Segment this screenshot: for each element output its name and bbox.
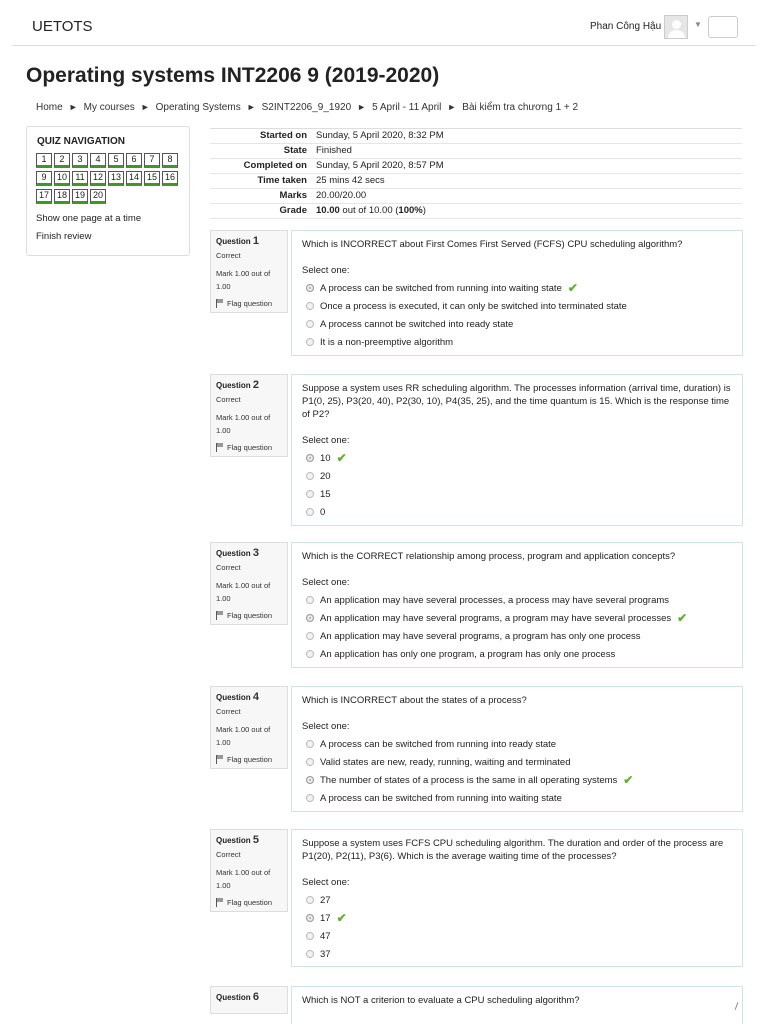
question-text: Suppose a system uses FCFS CPU scheduling algorithm. The duration and order of the process are P1(20), P2(11), P3(6). Which is the average waiting time of the processes?: [302, 838, 724, 862]
breadcrumb-separator-icon: ►: [357, 102, 367, 112]
quiz-nav-button[interactable]: 1: [36, 153, 52, 168]
answer-label: 17: [320, 912, 331, 924]
question-mark: Mark 1.00 out of 1.00: [216, 581, 271, 603]
breadcrumb-separator-icon: ►: [447, 102, 457, 112]
summary-row: [210, 129, 742, 144]
answer-option[interactable]: [302, 594, 732, 606]
breadcrumb-link[interactable]: Bài kiểm tra chương 1 + 2: [462, 102, 579, 113]
answer-radio[interactable]: [306, 794, 314, 802]
summary-value: Sunday, 5 April 2020, 8:57 PM: [316, 160, 444, 171]
answer-radio[interactable]: [306, 508, 314, 516]
breadcrumb-separator-icon: ►: [68, 102, 78, 112]
quiz-nav-button[interactable]: 15: [144, 171, 160, 186]
question-heading: [216, 235, 282, 247]
answer-option[interactable]: [302, 470, 732, 482]
summary-row: [210, 159, 742, 174]
summary-label: Completed on: [243, 160, 307, 171]
quiz-nav-button[interactable]: 10: [54, 171, 70, 186]
summary-label: Time taken: [257, 175, 307, 186]
flag-question-button[interactable]: [216, 443, 282, 452]
answer-label: 10: [320, 452, 331, 464]
answer-label: The number of states of a process is the same in all operating systems: [320, 774, 618, 786]
question-content: [291, 686, 743, 812]
answer-label: An application may have several processes, a process may have several programs: [320, 594, 670, 606]
quiz-nav-button[interactable]: 9: [36, 171, 52, 186]
answer-radio[interactable]: [306, 914, 314, 922]
summary-row: [210, 174, 742, 189]
question-mark: Mark 1.00 out of 1.00: [216, 413, 271, 435]
breadcrumb-link[interactable]: S2INT2206_9_1920: [261, 102, 352, 113]
answer-option[interactable]: [302, 738, 732, 750]
answer-label: 0: [320, 506, 326, 518]
answer-option[interactable]: [302, 648, 732, 660]
answer-label: A process can be switched from running into ready state: [320, 738, 557, 750]
answer-radio[interactable]: [306, 472, 314, 480]
answer-option[interactable]: [302, 318, 732, 330]
attempt-summary-table: [210, 128, 742, 219]
answer-radio[interactable]: [306, 338, 314, 346]
check-icon: ✔: [567, 281, 578, 295]
answer-label: Valid states are new, ready, running, waiting and terminated: [320, 756, 571, 768]
answer-label: 15: [320, 488, 331, 500]
check-icon: ✔: [623, 773, 634, 787]
quiz-nav-button[interactable]: 16: [162, 171, 178, 186]
answer-label: 20: [320, 470, 331, 482]
summary-label: Marks: [279, 190, 307, 201]
answer-label: An application may have several programs, a program may have several processes: [320, 612, 672, 624]
quiz-nav-button[interactable]: 2: [54, 153, 70, 168]
answer-radio[interactable]: [306, 632, 314, 640]
question-heading: [216, 691, 282, 703]
answer-radio[interactable]: [306, 614, 314, 622]
answer-radio[interactable]: [306, 896, 314, 904]
site-brand[interactable]: UETOTS: [32, 18, 93, 35]
flag-question-button[interactable]: [216, 611, 282, 620]
question-text: Which is the CORRECT relationship among process, program and application concepts?: [302, 551, 676, 562]
question-heading: [216, 991, 282, 1003]
question-info: [210, 230, 288, 313]
summary-row: [210, 189, 742, 204]
quiz-nav-grid: [36, 153, 186, 204]
summary-value: 25 mins 42 secs: [316, 175, 385, 186]
answer-option[interactable]: [302, 756, 732, 768]
summary-row: [210, 204, 742, 219]
question-text: Suppose a system uses RR scheduling algorithm. The processes information (arrival time, duration) is P1(0, 25), P3(20, 40), P2(30, 10), P4(35, 25), and the time quantum is 15. Which is the response time of P2?: [302, 383, 731, 420]
question-label: Question: [216, 693, 253, 702]
answer-option[interactable]: [302, 774, 732, 786]
answer-label: A process can be switched from running into waiting state: [320, 282, 562, 294]
flag-icon: [216, 611, 224, 620]
flag-icon: [216, 755, 224, 764]
flag-question-label: Flag question: [227, 898, 273, 907]
question-heading: [216, 379, 282, 391]
question-info: [210, 829, 288, 912]
answer-radio[interactable]: [306, 596, 314, 604]
answer-label: 27: [320, 894, 331, 906]
answer-option[interactable]: [302, 912, 732, 924]
answer-option[interactable]: [302, 930, 732, 942]
question-number: 1: [252, 235, 260, 247]
finish-review-link[interactable]: Finish review: [36, 231, 92, 242]
question-heading: [216, 834, 282, 846]
quiz-navigation-block: [26, 126, 190, 256]
chevron-down-icon[interactable]: ▼: [694, 20, 702, 29]
flag-question-label: Flag question: [227, 755, 273, 764]
answer-label: 37: [320, 948, 331, 960]
question-number: 2: [252, 379, 260, 391]
answer-label: An application may have several programs, a program has only one process: [320, 630, 641, 642]
select-one-label: Select one:: [302, 265, 350, 276]
quiz-nav-button[interactable]: 3: [72, 153, 88, 168]
check-icon: ✔: [336, 911, 347, 925]
question-content: [291, 829, 743, 967]
breadcrumb: [36, 102, 578, 113]
flag-icon: [216, 898, 224, 907]
answer-option[interactable]: [302, 282, 732, 294]
question-content: [291, 986, 743, 1024]
quiz-nav-button[interactable]: 6: [126, 153, 142, 168]
answer-option[interactable]: [302, 488, 732, 500]
summary-value: Finished: [316, 145, 352, 156]
answer-label: A process can be switched from running into waiting state: [320, 792, 562, 804]
answer-option[interactable]: [302, 948, 732, 960]
summary-label: Grade: [279, 205, 307, 216]
answer-radio[interactable]: [306, 758, 314, 766]
question-number: 4: [252, 691, 260, 703]
quiz-nav-button[interactable]: 17: [36, 189, 52, 204]
check-icon: ✔: [336, 451, 347, 465]
question-content: [291, 542, 743, 668]
question-text: Which is INCORRECT about the states of a process?: [302, 695, 527, 706]
flag-icon: [216, 443, 224, 452]
answer-label: 47: [320, 930, 331, 942]
flag-question-label: Flag question: [227, 443, 273, 452]
answer-label: An application has only one program, a program has only one process: [320, 648, 616, 660]
flag-icon: [216, 299, 224, 308]
user-avatar-icon[interactable]: [664, 15, 688, 39]
summary-row: [210, 144, 742, 159]
question-mark: Mark 1.00 out of 1.00: [216, 725, 271, 747]
question-state: Correct: [216, 251, 241, 260]
quiz-nav-button[interactable]: 12: [90, 171, 106, 186]
question-info: [210, 374, 288, 457]
question-label: Question: [216, 836, 253, 845]
answer-option[interactable]: [302, 336, 732, 348]
question-content: [291, 374, 743, 526]
question-state: Correct: [216, 707, 241, 716]
breadcrumb-link[interactable]: Home: [36, 102, 63, 113]
question-content: [291, 230, 743, 356]
answer-radio[interactable]: [306, 932, 314, 940]
answer-radio[interactable]: [306, 650, 314, 658]
answer-radio[interactable]: [306, 950, 314, 958]
flag-question-button[interactable]: [216, 898, 282, 907]
quiz-nav-button[interactable]: 14: [126, 171, 142, 186]
select-one-label: Select one:: [302, 877, 350, 888]
select-one-label: Select one:: [302, 435, 350, 446]
breadcrumb-separator-icon: ►: [246, 102, 256, 112]
flag-question-label: Flag question: [227, 611, 273, 620]
select-one-label: Select one:: [302, 721, 350, 732]
question-state: Correct: [216, 563, 241, 572]
summary-label: Started on: [260, 130, 307, 141]
answer-label: Once a process is executed, it can only be switched into terminated state: [320, 300, 627, 312]
user-name[interactable]: Phan Công Hậu: [590, 21, 662, 32]
check-icon: ✔: [677, 611, 688, 625]
quiz-navigation-heading: QUIZ NAVIGATION: [37, 136, 125, 147]
answer-option[interactable]: [302, 612, 732, 624]
quiz-nav-button[interactable]: 11: [72, 171, 88, 186]
quiz-nav-button[interactable]: 13: [108, 171, 124, 186]
show-one-page-link[interactable]: Show one page at a time: [36, 213, 142, 224]
question-label: Question: [216, 993, 253, 1002]
quiz-nav-button[interactable]: 20: [90, 189, 106, 204]
question-info: [210, 542, 288, 625]
answer-radio[interactable]: [306, 490, 314, 498]
answer-radio[interactable]: [306, 302, 314, 310]
top-navbar: [12, 8, 756, 46]
breadcrumb-link[interactable]: Operating Systems: [155, 102, 241, 113]
answer-option[interactable]: [302, 894, 732, 906]
quiz-nav-button[interactable]: 8: [162, 153, 178, 168]
answer-radio[interactable]: [306, 740, 314, 748]
quiz-nav-button[interactable]: 5: [108, 153, 124, 168]
page-title: Operating systems INT2206 9 (2019-2020): [26, 64, 440, 87]
question-info: [210, 686, 288, 769]
breadcrumb-separator-icon: ►: [140, 102, 150, 112]
answer-option[interactable]: [302, 630, 732, 642]
question-mark: Mark 1.00 out of 1.00: [216, 868, 271, 890]
question-text: Which is NOT a criterion to evaluate a CPU scheduling algorithm?: [302, 995, 580, 1006]
answer-option[interactable]: [302, 506, 732, 518]
quiz-nav-button[interactable]: 19: [72, 189, 88, 204]
question-state: Correct: [216, 850, 241, 859]
question-mark: Mark 1.00 out of 1.00: [216, 269, 271, 291]
summary-value: 20.00/20.00: [316, 190, 367, 201]
summary-value: Sunday, 5 April 2020, 8:32 PM: [316, 130, 444, 141]
answer-radio[interactable]: [306, 284, 314, 292]
question-heading: [216, 547, 282, 559]
summary-label: State: [283, 145, 307, 156]
quiz-nav-button[interactable]: 18: [54, 189, 70, 204]
answer-label: It is a non-preemptive algorithm: [320, 336, 454, 348]
answer-option[interactable]: [302, 452, 732, 464]
question-number: 3: [252, 547, 260, 559]
flag-question-button[interactable]: [216, 299, 282, 308]
question-number: 6: [252, 991, 260, 1003]
question-info: [210, 986, 288, 1014]
flag-question-button[interactable]: [216, 755, 282, 764]
breadcrumb-link[interactable]: 5 April - 11 April: [372, 102, 442, 113]
question-text: Which is INCORRECT about First Comes First Served (FCFS) CPU scheduling algorithm?: [302, 239, 683, 250]
quiz-nav-button[interactable]: 4: [90, 153, 106, 168]
answer-label: A process cannot be switched into ready state: [320, 318, 514, 330]
answer-radio[interactable]: [306, 320, 314, 328]
answer-option[interactable]: [302, 792, 732, 804]
question-label: Question: [216, 237, 253, 246]
answer-option[interactable]: [302, 300, 732, 312]
answer-radio[interactable]: [306, 776, 314, 784]
question-label: Question: [216, 381, 253, 390]
breadcrumb-link[interactable]: My courses: [83, 102, 135, 113]
summary-value: 10.00 out of 10.00 (100%): [316, 205, 426, 216]
quiz-nav-button[interactable]: 7: [144, 153, 160, 168]
flag-question-label: Flag question: [227, 299, 273, 308]
select-one-label: Select one:: [302, 577, 350, 588]
answer-radio[interactable]: [306, 454, 314, 462]
question-number: 5: [252, 834, 260, 846]
user-menu-button[interactable]: [708, 16, 738, 38]
question-state: Correct: [216, 395, 241, 404]
question-label: Question: [216, 549, 253, 558]
